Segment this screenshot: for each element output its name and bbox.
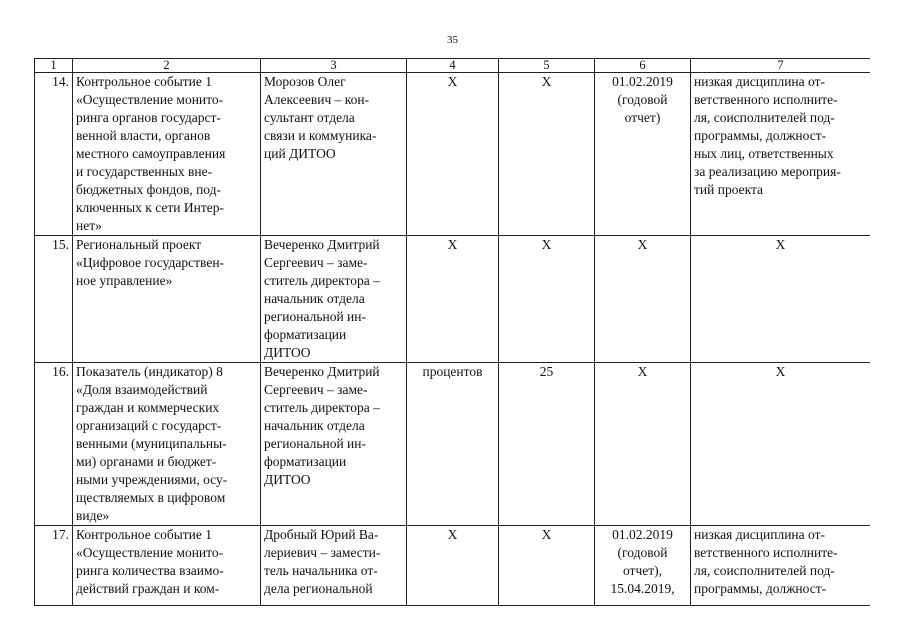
cell-line: Вечеренко Дмитрий [264, 237, 380, 252]
header-cell-4: 4 [407, 59, 499, 73]
cell-line: венными (муниципальны- [76, 436, 227, 451]
cell-line: отчет) [624, 110, 661, 125]
table-row [35, 73, 871, 236]
cell-line: Алексеевич – кон- [264, 92, 370, 107]
cell-line: дела региональной [264, 581, 373, 596]
cell-line: организаций с государст- [76, 418, 222, 433]
risk-cell [691, 526, 871, 606]
event-name-cell [73, 73, 261, 236]
row-number: 16. [35, 363, 73, 526]
value-cell: Х [499, 526, 595, 606]
cell-line: форматизации [264, 454, 347, 469]
cell-line: ститель директора – [264, 273, 380, 288]
header-cell-2: 2 [73, 59, 261, 73]
cell-line: и государственных вне- [76, 164, 213, 179]
cell-line: тель начальника от- [264, 563, 378, 578]
row-number: 15. [35, 236, 73, 363]
cell-line: «Осуществление монито- [76, 545, 224, 560]
cell-line: форматизации [264, 327, 347, 342]
responsible-person-cell [261, 526, 407, 606]
cell-line: нет» [76, 218, 102, 233]
event-name-cell [73, 236, 261, 363]
cell-line: отчет), [622, 563, 663, 578]
cell-line: виде» [76, 508, 110, 523]
cell-line: лериевич – замести- [264, 545, 381, 560]
responsible-person-cell [261, 363, 407, 526]
document-table-container [34, 58, 870, 640]
cell-line: «Доля взаимодействий [76, 382, 208, 397]
cell-line: программы, должност- [694, 581, 827, 596]
cell-line: бюджетных фондов, под- [76, 182, 222, 197]
cell-line: ветственного исполните- [694, 545, 838, 560]
value-cell: 25 [499, 363, 595, 526]
risk-cell [691, 236, 871, 363]
table-row [35, 363, 871, 526]
cell-line: начальник отдела [264, 418, 365, 433]
cell-line: ное управление» [76, 273, 173, 288]
unit-cell: процентов [407, 363, 499, 526]
header-cell-1: 1 [35, 59, 73, 73]
cell-line: Х [637, 237, 648, 252]
header-cell-5: 5 [499, 59, 595, 73]
cell-line: Показатель (индикатор) 8 [76, 364, 223, 379]
risk-cell [691, 363, 871, 526]
cell-line: региональной ин- [264, 309, 367, 324]
cell-line: Дробный Юрий Ва- [264, 527, 379, 542]
cell-line: связи и коммуника- [264, 128, 377, 143]
cell-line: 01.02.2019 [612, 527, 673, 542]
risk-cell [691, 73, 871, 236]
unit-cell: Х [407, 236, 499, 363]
cell-line: действий граждан и ком- [76, 581, 220, 596]
deadline-cell [595, 363, 691, 526]
event-name-cell [73, 363, 261, 526]
cell-line: ветственного исполните- [694, 92, 838, 107]
cell-line: Х [775, 364, 786, 379]
event-name-cell [73, 526, 261, 606]
cell-line: Сергеевич – заме- [264, 382, 368, 397]
cell-line: начальник отдела [264, 291, 365, 306]
cell-line: (годовой [617, 545, 668, 560]
cell-line: Х [637, 364, 648, 379]
cell-line: Вечеренко Дмитрий [264, 364, 380, 379]
cell-line: ций ДИТОО [264, 146, 336, 161]
deadline-cell [595, 526, 691, 606]
cell-line: низкая дисциплина от- [694, 74, 825, 89]
cell-line: ключенных к сети Интер- [76, 200, 224, 215]
cell-line: ститель директора – [264, 400, 380, 415]
cell-line: 01.02.2019 [612, 74, 673, 89]
cell-line: венной власти, органов [76, 128, 211, 143]
cell-line: Х [775, 237, 786, 252]
row-number: 14. [35, 73, 73, 236]
cell-line: ля, соисполнителей под- [694, 110, 835, 125]
cell-line: ринга органов государст- [76, 110, 221, 125]
cell-line: ных лиц, ответственных [694, 146, 834, 161]
deadline-cell [595, 236, 691, 363]
page-number: 35 [447, 34, 458, 46]
cell-line: ДИТОО [264, 472, 311, 487]
cell-line: местного самоуправления [76, 146, 226, 161]
table-header-row [35, 59, 871, 73]
responsible-person-cell [261, 73, 407, 236]
header-cell-6: 6 [595, 59, 691, 73]
cell-line: «Осуществление монито- [76, 92, 224, 107]
cell-line: Сергеевич – заме- [264, 255, 368, 270]
row-number: 17. [35, 526, 73, 606]
cell-line: ринга количества взаимо- [76, 563, 224, 578]
unit-cell: Х [407, 73, 499, 236]
cell-line: ными учреждениями, осу- [76, 472, 228, 487]
cell-line: низкая дисциплина от- [694, 527, 825, 542]
cell-line: Контрольное событие 1 [76, 74, 213, 89]
header-cell-3: 3 [261, 59, 407, 73]
table-row [35, 236, 871, 363]
cell-line: Морозов Олег [264, 74, 346, 89]
cell-line: Контрольное событие 1 [76, 527, 213, 542]
cell-line: «Цифровое государствен- [76, 255, 225, 270]
document-table [34, 58, 870, 606]
cell-line: граждан и коммерческих [76, 400, 220, 415]
cell-line: ми) органами и бюджет- [76, 454, 217, 469]
cell-line: сультант отдела [264, 110, 355, 125]
cell-line: Региональный проект [76, 237, 202, 252]
cell-line: за реализацию мероприя- [694, 164, 841, 179]
deadline-cell [595, 73, 691, 236]
cell-line: тий проекта [694, 182, 764, 197]
value-cell: Х [499, 236, 595, 363]
header-cell-7: 7 [691, 59, 871, 73]
unit-cell: Х [407, 526, 499, 606]
cell-line: региональной ин- [264, 436, 367, 451]
table-row [35, 526, 871, 606]
cell-line: программы, должност- [694, 128, 827, 143]
cell-line: ДИТОО [264, 345, 311, 360]
responsible-person-cell [261, 236, 407, 363]
cell-line: (годовой [617, 92, 668, 107]
cell-line: ществляемых в цифровом [76, 490, 226, 505]
cell-line: 15.04.2019, [610, 581, 675, 596]
value-cell: Х [499, 73, 595, 236]
cell-line: ля, соисполнителей под- [694, 563, 835, 578]
